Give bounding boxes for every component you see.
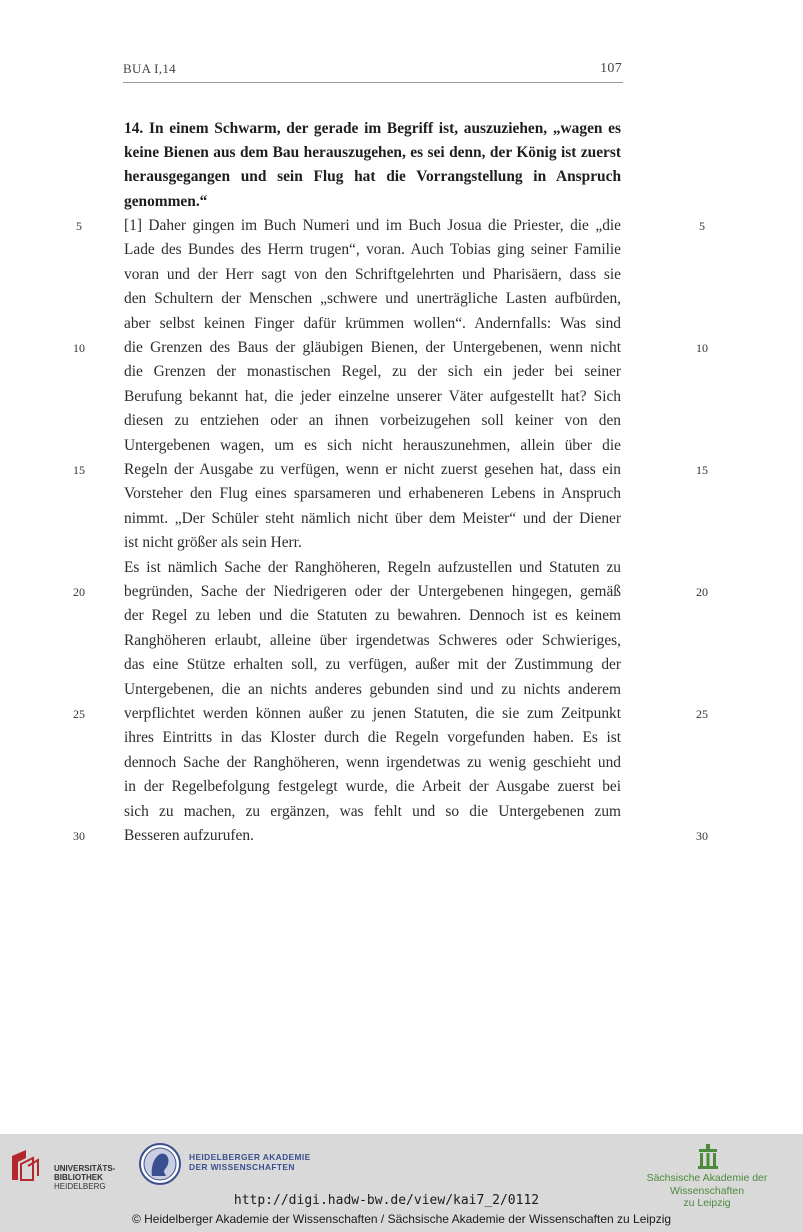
section-heading: 14. In einem Schwarm, der gerade im Begriff ist, auszuziehen, „wagen es keine Bienen aus dem Bau herauszugehen, es sei denn, der König ist zuerst herausgegangen und sein Flug hat die Vorrangstellung in Anspruch genommen.“: [124, 120, 621, 210]
text-line: [1] Daher gingen im Buch Numeri und im Buch Josua die Priester, die „die: [124, 217, 621, 234]
text-line: nimmt. „Der Schüler steht nämlich nicht über dem Meister“ und der Diener: [124, 509, 621, 527]
text-line: in der Regelbefolgung festgelegt wurde, die Arbeit der Ausgabe zuerst bei: [124, 778, 621, 796]
line-number-left: 5: [76, 219, 82, 233]
text-line: ist nicht größer als sein Herr.: [124, 534, 302, 552]
text-line: Untergebenen wagen, um es sich nicht herauszunehmen, allein über die: [124, 436, 621, 454]
ub-name-line-3: HEIDELBERG: [54, 1182, 106, 1191]
copyright-notice: © Heidelberger Akademie der Wissenschaften / Sächsische Akademie der Wissenschaften zu Leipzig: [131, 1212, 672, 1226]
text-line: diesen zu entziehen oder an ihnen vorbeizugehen soll keiner von den: [124, 412, 621, 430]
text-line: Besseren aufzurufen.: [124, 827, 254, 844]
saw-name-line-2: zu Leipzig: [683, 1197, 731, 1209]
text-line: Lade des Bundes des Herrn trugen“, voran. Auch Tobias ging seiner Familie: [124, 241, 621, 259]
university-library-emblem-icon: [8, 1146, 44, 1186]
text-line: den Schultern der Menschen „schwere und unerträgliche Lasten aufbürden,: [124, 290, 621, 308]
line-number-left: 20: [73, 585, 85, 599]
hadw-name-line-1: HEIDELBERGER AKADEMIE: [189, 1152, 311, 1162]
line-number-right: 10: [696, 341, 708, 355]
text-line: ihres Eintritts in das Kloster durch die Regeln vorgefunden haben. Es ist: [124, 729, 621, 747]
page-number: 107: [600, 61, 622, 76]
text-line: verpflichtet werden können außer zu jenen Statuten, die sie zum Zeitpunkt: [124, 705, 621, 722]
text-line: das eine Stütze erhalten soll, zu verfügen, außer mit der Zustimmung der: [124, 656, 621, 674]
line-number-left: 10: [73, 341, 85, 355]
line-number-right: 20: [696, 585, 708, 599]
saw-name-line-1: Sächsische Akademie der Wissenschaften: [646, 1172, 768, 1197]
text-line: begründen, Sache der Niedrigeren oder der Untergebenen hingegen, gemäß: [124, 583, 621, 600]
running-head: [123, 61, 623, 83]
running-head-title: BUA I,14: [123, 61, 176, 76]
text-line: voran und der Herr sagt von den Schriftgelehrten und Pharisäern, dass sie: [124, 265, 621, 283]
academy-seal-icon[interactable]: [139, 1142, 181, 1186]
ub-name-line-1: UNIVERSITÄTS-: [54, 1164, 116, 1173]
text-line: Ranghöheren erlaubt, alleine über irgendetwas Schweres oder Schwieriges,: [124, 631, 621, 649]
permalink-url[interactable]: http://digi.hadw-bw.de/view/kai7_2/0112: [233, 1193, 540, 1208]
text-line: Es ist nämlich Sache der Ranghöheren, Regeln aufzustellen und Statuten zu: [124, 558, 621, 576]
text-line: Untergebenen, die an nichts anderes gebunden sind und zu nichts anderem: [124, 680, 621, 698]
university-library-name: [54, 1164, 115, 1191]
academy-name[interactable]: [189, 1152, 311, 1172]
footer-bar: [0, 1134, 803, 1232]
saxon-academy-building-icon[interactable]: [697, 1144, 719, 1170]
text-line: aber selbst keinen Finger dafür krümmen wollen“. Andernfalls: Was sind: [124, 314, 621, 332]
line-number-left: 30: [73, 829, 85, 843]
text-line: sich zu machen, zu ergänzen, was fehlt und so die Untergebenen zum: [124, 802, 621, 820]
line-number-right: 30: [696, 829, 708, 843]
line-number-right: 25: [696, 707, 708, 721]
line-number-right: 5: [699, 219, 705, 233]
university-library-logo[interactable]: [8, 1146, 118, 1191]
text-line: der Regel zu leben und die Statuten zu bewahren. Dennoch ist es keinem: [124, 607, 621, 625]
text-line: Berufung bekannt hat, die jeder einzelne unserer Väter aufgestellt hat? Sich: [124, 387, 621, 405]
line-number-left: 15: [73, 463, 85, 477]
text-line: Regeln der Ausgabe zu verfügen, wenn er nicht zuerst gesehen hat, dass ein: [124, 461, 621, 478]
hadw-name-line-2: DER WISSENSCHAFTEN: [189, 1162, 295, 1172]
text-line: die Grenzen der monastischen Regel, zu der sich ein jeder bei seiner: [124, 363, 621, 381]
line-number-left: 25: [73, 707, 85, 721]
line-number-right: 15: [696, 463, 708, 477]
text-line: die Grenzen des Baus der gläubigen Bienen, der Untergebenen, wenn nicht: [124, 339, 621, 356]
text-line: Vorsteher den Flug eines sparsameren und erhabeneren Lebens in Anspruch: [124, 485, 621, 503]
ub-name-line-2: BIBLIOTHEK: [54, 1173, 103, 1182]
text-line: dennoch Sache der Ranghöheren, wenn irgendetwas zu wenig geschieht und: [124, 753, 621, 771]
